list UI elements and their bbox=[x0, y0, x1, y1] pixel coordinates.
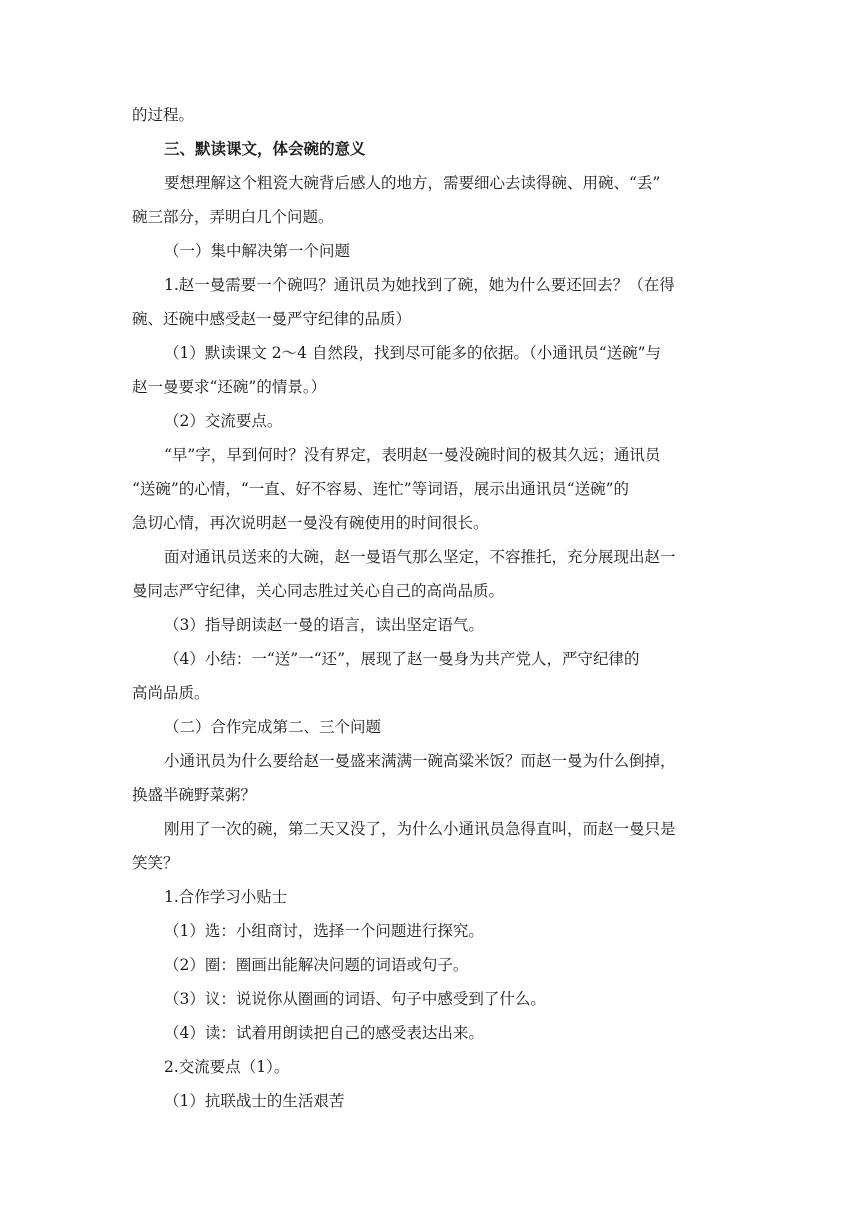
section-heading: 三、默读课文，体会碗的意义 bbox=[164, 140, 366, 158]
text-line: “早”字，早到何时？没有界定，表明赵一曼没碗时间的极其久远；通讯员 bbox=[164, 446, 661, 464]
document-page bbox=[132, 98, 732, 1118]
text-line: （2）圈：圈画出能解决问题的词语或句子。 bbox=[164, 956, 469, 974]
text-line: 换盛半碗野菜粥？ bbox=[132, 786, 257, 804]
text-line: 碗三部分，弄明白几个问题。 bbox=[132, 208, 334, 226]
subsection-heading: （一）集中解决第一个问题 bbox=[164, 242, 351, 260]
text-line: 笑笑？ bbox=[132, 854, 179, 872]
text-line: （4）小结：一“送”一“还”，展现了赵一曼身为共产党人，严守纪律的 bbox=[164, 650, 640, 668]
text-line: （1）默读课文 2～4 自然段，找到尽可能多的依据。（小通讯员“送碗”与 bbox=[164, 344, 662, 362]
text-line: 要想理解这个粗瓷大碗背后感人的地方，需要细心去读得碗、用碗、“丢” bbox=[164, 174, 661, 192]
text-line: （1）选：小组商讨，选择一个问题进行探究。 bbox=[164, 922, 484, 940]
text-line: 1.赵一曼需要一个碗吗？通讯员为她找到了碗，她为什么要还回去？（在得 bbox=[164, 276, 675, 294]
text-line: 碗、还碗中感受赵一曼严守纪律的品质） bbox=[132, 310, 412, 328]
text-line: （2）交流要点。 bbox=[164, 412, 283, 430]
text-line: （1）抗联战士的生活艰苦 bbox=[164, 1092, 345, 1110]
text-line: （3）指导朗读赵一曼的语言，读出坚定语气。 bbox=[164, 616, 484, 634]
text-line: 刚用了一次的碗，第二天又没了，为什么小通讯员急得直叫，而赵一曼只是 bbox=[164, 820, 676, 838]
text-line: 面对通讯员送来的大碗，赵一曼语气那么坚定，不容推托，充分展现出赵一 bbox=[164, 548, 676, 566]
text-line: 赵一曼要求“还碗”的情景。） bbox=[132, 378, 327, 396]
text-line: （4）读：试着用朗读把自己的感受表达出来。 bbox=[164, 1024, 484, 1042]
text-line: 急切心情，再次说明赵一曼没有碗使用的时间很长。 bbox=[132, 514, 489, 532]
subsection-heading: （二）合作完成第二、三个问题 bbox=[164, 718, 382, 736]
text-line: “送碗”的心情，“一直、好不容易、连忙”等词语，展示出通讯员“送碗”的 bbox=[132, 480, 630, 498]
text-line: 2.交流要点（1）。 bbox=[164, 1058, 290, 1076]
text-line: （3）议：说说你从圈画的词语、句子中感受到了什么。 bbox=[164, 990, 546, 1008]
text-line: 1.合作学习小贴士 bbox=[164, 888, 288, 906]
text-line: 曼同志严守纪律，关心同志胜过关心自己的高尚品质。 bbox=[132, 582, 505, 600]
text-line: 小通讯员为什么要给赵一曼盛来满满一碗高粱米饭？而赵一曼为什么倒掉， bbox=[164, 752, 676, 770]
text-line: 的过程。 bbox=[132, 106, 195, 124]
text-line: 高尚品质。 bbox=[132, 684, 210, 702]
